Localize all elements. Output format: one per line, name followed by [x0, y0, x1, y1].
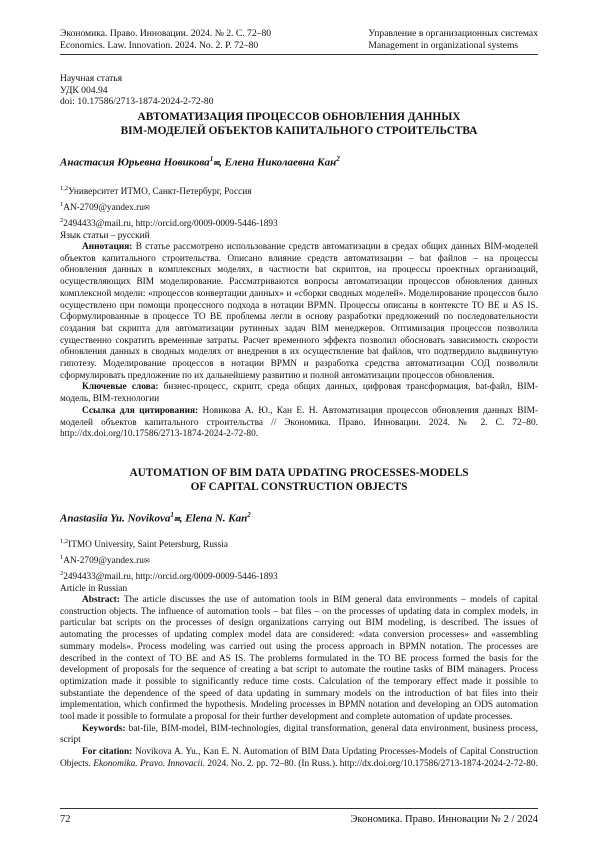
header-right-ru: Управление в организационных системах	[368, 28, 538, 39]
en-author-2: Elena N. Kan	[185, 512, 248, 525]
doi: doi: 10.17586/2713-1874-2024-2-72-80	[60, 96, 214, 108]
en-affil-text: ITMO University, Saint Petersburg, Russia	[68, 540, 228, 551]
ru-affiliation	[60, 183, 278, 199]
en-email2-link[interactable]: 2494433@mail.ru, http://orcid.org/0009-0009-5446-1893	[63, 571, 278, 582]
en-abstract	[60, 595, 538, 724]
ru-email2-link[interactable]: 2494433@mail.ru, http://orcid.org/0009-0009-5446-1893	[63, 218, 278, 229]
envelope-icon: ✉	[173, 515, 180, 524]
ru-title-line2: BIM-МОДЕЛЕЙ ОБЪЕКТОВ КАПИТАЛЬНОГО СТРОИТЕЛЬСТВА	[120, 125, 478, 137]
en-author-sep: ,	[179, 512, 186, 525]
ru-language: Язык статьи – русский	[60, 230, 150, 241]
ru-keywords-text: бизнес-процесс, скрипт, среда общих данных, цифровая трансформация, bat-файл, BIM-модель, BIM-технологии	[60, 382, 538, 405]
ru-abstract	[60, 242, 538, 382]
header-left-en: Economics. Law. Innovation. 2024. No. 2. P. 72–80	[60, 40, 259, 51]
en-author-1-sup: 1	[170, 511, 174, 519]
en-email2-sup: 2	[60, 569, 64, 577]
ru-email1-sup: 1	[60, 200, 64, 208]
en-email1-sup: 1	[60, 553, 64, 561]
en-affiliation	[60, 536, 278, 552]
en-authors	[60, 511, 251, 525]
ru-citation-text: Новикова А. Ю., Кан Е. Н. Автоматизация процессов обновления данных BIM-моделей объектов капитального строительства // Экономика. Право. Инновации. 2024. № 2. С. 72–80. http://dx.doi.org/10.17586/2713-1874-2024-2-72-80.	[60, 405, 538, 440]
en-keywords	[60, 724, 538, 747]
en-affiliation-block	[60, 536, 278, 595]
ru-affil-text: Университет ИТМО, Санкт-Петербург, Россия	[68, 187, 252, 198]
en-citation-label: For citation:	[82, 747, 133, 758]
ru-affiliation-block	[60, 183, 278, 242]
footer-journal: Экономика. Право. Инновации № 2 / 2024	[350, 814, 538, 825]
ru-authors	[60, 155, 340, 169]
footer-divider	[60, 808, 538, 809]
ru-author-1: Анастасия Юрьевна Новикова	[60, 156, 210, 169]
en-affil-sup: 1,2	[60, 538, 69, 545]
ru-citation	[60, 406, 538, 441]
header-left	[60, 28, 271, 52]
ru-affil-sup: 1,2	[60, 185, 69, 192]
ru-title	[60, 110, 538, 138]
udc-code: УДК 004.94	[60, 84, 108, 96]
ru-email1-link[interactable]: AN-2709@yandex.ru	[63, 202, 144, 213]
ru-author-2-sup: 2	[336, 155, 340, 163]
en-citation-part2: 2024. No. 2. pp. 72–80. (In Russ.). http://dx.doi.org/10.17586/2713-1874-2024-2-72-80.	[207, 758, 538, 769]
article-type: Научная статья	[60, 73, 123, 84]
en-author-2-sup: 2	[247, 511, 251, 519]
en-abstract-text: The article discusses the use of automation tools in BIM general data environments – models of capital construction objects. The influence of automation tools – bat files – on the processes of updating data in complex models, in particular bat scripts on the processes of design organizations carrying out BIM modeling, is described. The issues of automating the processes of updating complex model data are considered: «data conversion processes» and «assembling summary models». Process modeling was carried out using the process approach in BPMN notation. The processes are described in the context of TO BE and AS IS. The problems formulated in the TO BE process formed the basis for the development of proposals for the sequence of creating a bat script to automate the routine tasks of BIM managers. Process optimization made it possible to significantly reduce time costs. Calculation of the temporary effect made it possible to substantiate the dependence of the speed of data updating in summary models on the introduction of bat files into their implementation, which confirmed the hypothesis. Modeling processes in BPMN notation and developing an ODS automation tool made it possible to formulate a proposal for their further development and complete automation of update processes.	[60, 595, 538, 723]
ru-keywords-label: Ключевые слова:	[82, 382, 159, 393]
en-email1-link[interactable]: AN-2709@yandex.ru	[63, 555, 144, 566]
en-abstract-label: Abstract:	[82, 595, 120, 605]
envelope-icon: ✉	[143, 556, 150, 565]
en-keywords-label: Keywords:	[82, 723, 126, 734]
en-title-line1: AUTOMATION OF BIM DATA UPDATING PROCESSES-MODELS	[129, 467, 469, 479]
ru-abstract-section	[60, 242, 538, 441]
ru-email-2	[60, 215, 278, 231]
ru-abstract-label: Аннотация:	[82, 242, 133, 252]
ru-author-2: Елена Николаевна Кан	[224, 156, 337, 169]
ru-abstract-text: В статье рассмотрено использование средств автоматизации в средах общих данных BIM-моделей объектов капитального строительства. Описано влияние средств автоматизации – bat файлов – на процессы обновления данных в комплексных моделях, в частности bat скриптов, на процессы проектных организаций, осуществляющих BIM моделирование. Рассматриваются вопросы автоматизации процессов обновления данных комплексной модели: «процессов конвертации данных» и «сборки сводных моделей». Моделирование процессов было осуществлено при помощи процессного подхода в нотации BPMN. Процессы описаны в контексте TO BE и AS IS. Сформулированные в процессе TO BE проблемы легли в основу разработки предложений по последовательности создания bat скрипта для автоматизации рутинных задач BIM менеджеров. Оптимизация процессов позволила существенно сократить временные затраты. Расчет временного эффекта позволил обосновать зависимость скорости обновления данных в сводных моделях от внедрения в их осуществление bat файлов, что подтвердило выдвинутую гипотезу. Моделирование процессов в нотации BPMN и разработка средства автоматизации СОД позволили сформулировать предложение по их дальнейшему развитию и полной автоматизации процессов обновления.	[60, 242, 538, 381]
en-email-2	[60, 568, 278, 584]
header-divider	[60, 54, 538, 55]
header-left-ru: Экономика. Право. Инновации. 2024. № 2. С. 72–80	[60, 28, 272, 39]
article-meta	[60, 73, 214, 108]
en-citation	[60, 747, 538, 770]
header-right	[368, 28, 538, 52]
ru-email2-sup: 2	[60, 216, 64, 224]
ru-email-1	[60, 199, 278, 215]
envelope-icon: ✉	[143, 203, 150, 212]
ru-citation-label: Ссылка для цитирования:	[82, 405, 199, 416]
en-language: Article in Russian	[60, 583, 128, 594]
ru-title-line1: АВТОМАТИЗАЦИЯ ПРОЦЕССОВ ОБНОВЛЕНИЯ ДАННЫХ	[137, 111, 461, 123]
page-number: 72	[60, 814, 71, 825]
en-title-line2: OF CAPITAL CONSTRUCTION OBJECTS	[190, 481, 408, 493]
ru-keywords	[60, 382, 538, 405]
en-author-1: Anastasiia Yu. Novikova	[60, 512, 171, 525]
en-citation-journal: Ekonomika. Pravo. Innovacii.	[93, 758, 206, 769]
en-keywords-text: bat-file, BIM-model, BIM-technologies, digital transformation, general data environment, business process, script	[60, 723, 538, 746]
en-email-1	[60, 552, 278, 568]
en-citation-part1: Novikova A. Yu., Kan E. N. Automation of BIM Data Updating Processes-Models of Capital Construction Objects.	[60, 747, 538, 769]
header-right-en: Management in organizational systems	[368, 40, 519, 51]
en-title	[60, 466, 538, 494]
en-abstract-section	[60, 595, 538, 771]
envelope-icon: ✉	[213, 159, 220, 168]
ru-author-1-sup: 1	[209, 155, 214, 163]
ru-author-sep: ,	[219, 156, 225, 169]
